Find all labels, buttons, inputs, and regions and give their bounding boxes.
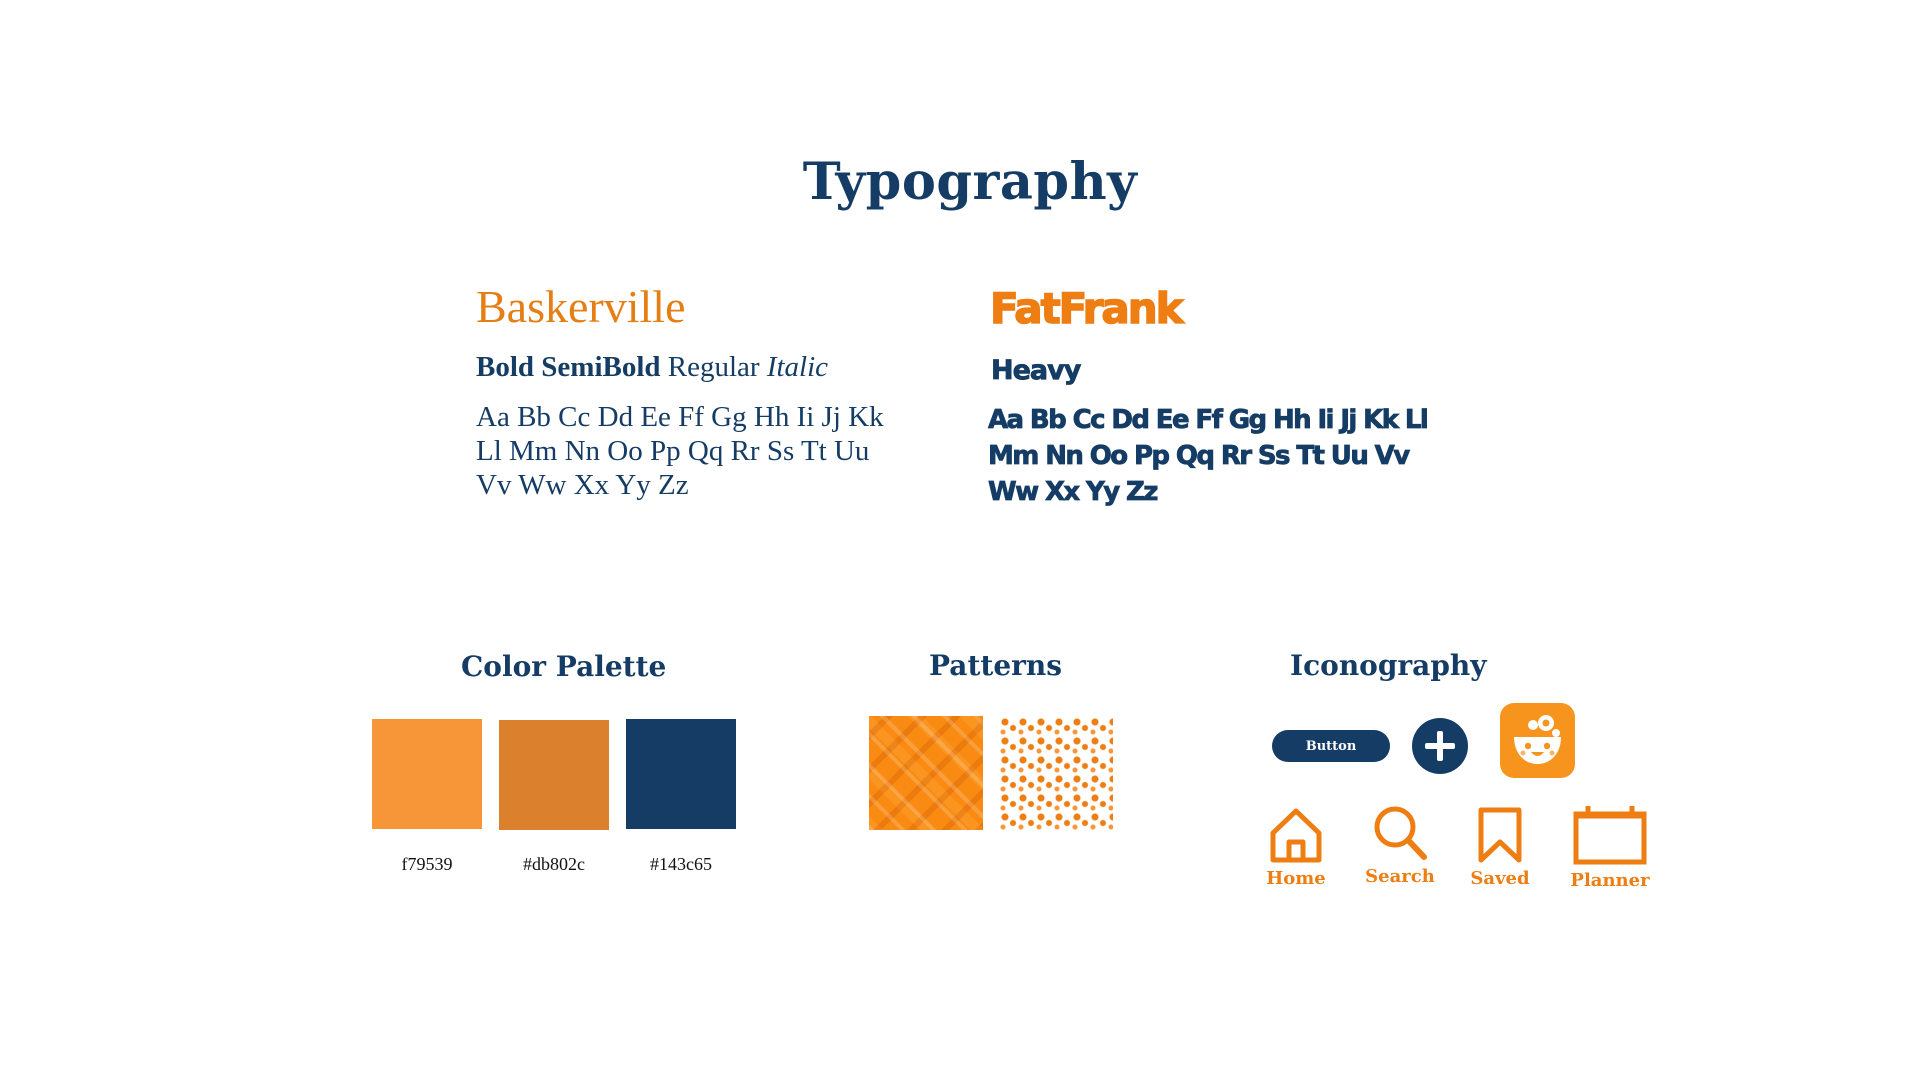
nav-label: Search	[1365, 866, 1435, 887]
display-font-name: FatFrank	[990, 284, 1182, 333]
nav-item-home[interactable]	[1246, 806, 1346, 889]
weight-italic: Italic	[766, 351, 829, 383]
display-alphabet-line: Mm Nn Oo Pp Qq Rr Ss Tt Uu Vv	[988, 441, 1409, 471]
nav-label: Planner	[1570, 870, 1650, 891]
nav-label: Saved	[1470, 868, 1530, 889]
color-palette-heading: Color Palette	[461, 650, 667, 683]
color-swatch	[372, 719, 482, 829]
nav-item-planner[interactable]	[1560, 804, 1660, 891]
display-font-weight: Heavy	[991, 355, 1081, 386]
color-swatch-label: #143c65	[650, 854, 712, 874]
serif-alphabet	[476, 400, 946, 502]
display-alphabet-line: Ww Xx Yy Zz	[988, 477, 1157, 507]
page-title: Typography	[802, 152, 1138, 212]
display-alphabet	[988, 402, 1468, 510]
nav-item-search[interactable]	[1350, 804, 1450, 887]
sample-button[interactable]: Button	[1272, 730, 1390, 762]
color-swatch-label: f79539	[401, 854, 453, 874]
calendar-icon	[1572, 804, 1648, 866]
serif-alphabet-line: Vv Ww Xx Yy Zz	[476, 469, 689, 501]
search-icon	[1369, 804, 1431, 862]
plus-icon	[1412, 718, 1468, 774]
add-button[interactable]	[1412, 718, 1468, 774]
serif-alphabet-line: Ll Mm Nn Oo Pp Qq Rr Ss Tt Uu	[476, 435, 870, 467]
app-icon[interactable]	[1500, 703, 1575, 778]
bookmark-icon	[1475, 806, 1525, 864]
weight-semibold: SemiBold	[541, 351, 661, 383]
color-swatch-label: #db802c	[523, 854, 585, 874]
weight-regular: Regular	[667, 351, 760, 383]
serif-font-weights	[476, 351, 828, 384]
weight-bold: Bold	[476, 351, 535, 383]
nav-label: Home	[1266, 868, 1326, 889]
serif-font-name: Baskerville	[476, 281, 686, 332]
icon-repeat-pattern	[999, 716, 1113, 830]
nav-item-saved[interactable]	[1450, 806, 1550, 889]
color-swatch	[499, 720, 609, 830]
color-swatch	[626, 719, 736, 829]
iconography-heading: Iconography	[1290, 649, 1487, 682]
serif-alphabet-line: Aa Bb Cc Dd Ee Ff Gg Hh Ii Jj Kk	[476, 401, 884, 433]
plaid-pattern	[869, 716, 983, 830]
patterns-heading: Patterns	[929, 649, 1062, 682]
bowl-mascot-icon	[1500, 703, 1575, 778]
display-alphabet-line: Aa Bb Cc Dd Ee Ff Gg Hh Ii Jj Kk Ll	[988, 405, 1428, 435]
home-icon	[1268, 806, 1324, 864]
